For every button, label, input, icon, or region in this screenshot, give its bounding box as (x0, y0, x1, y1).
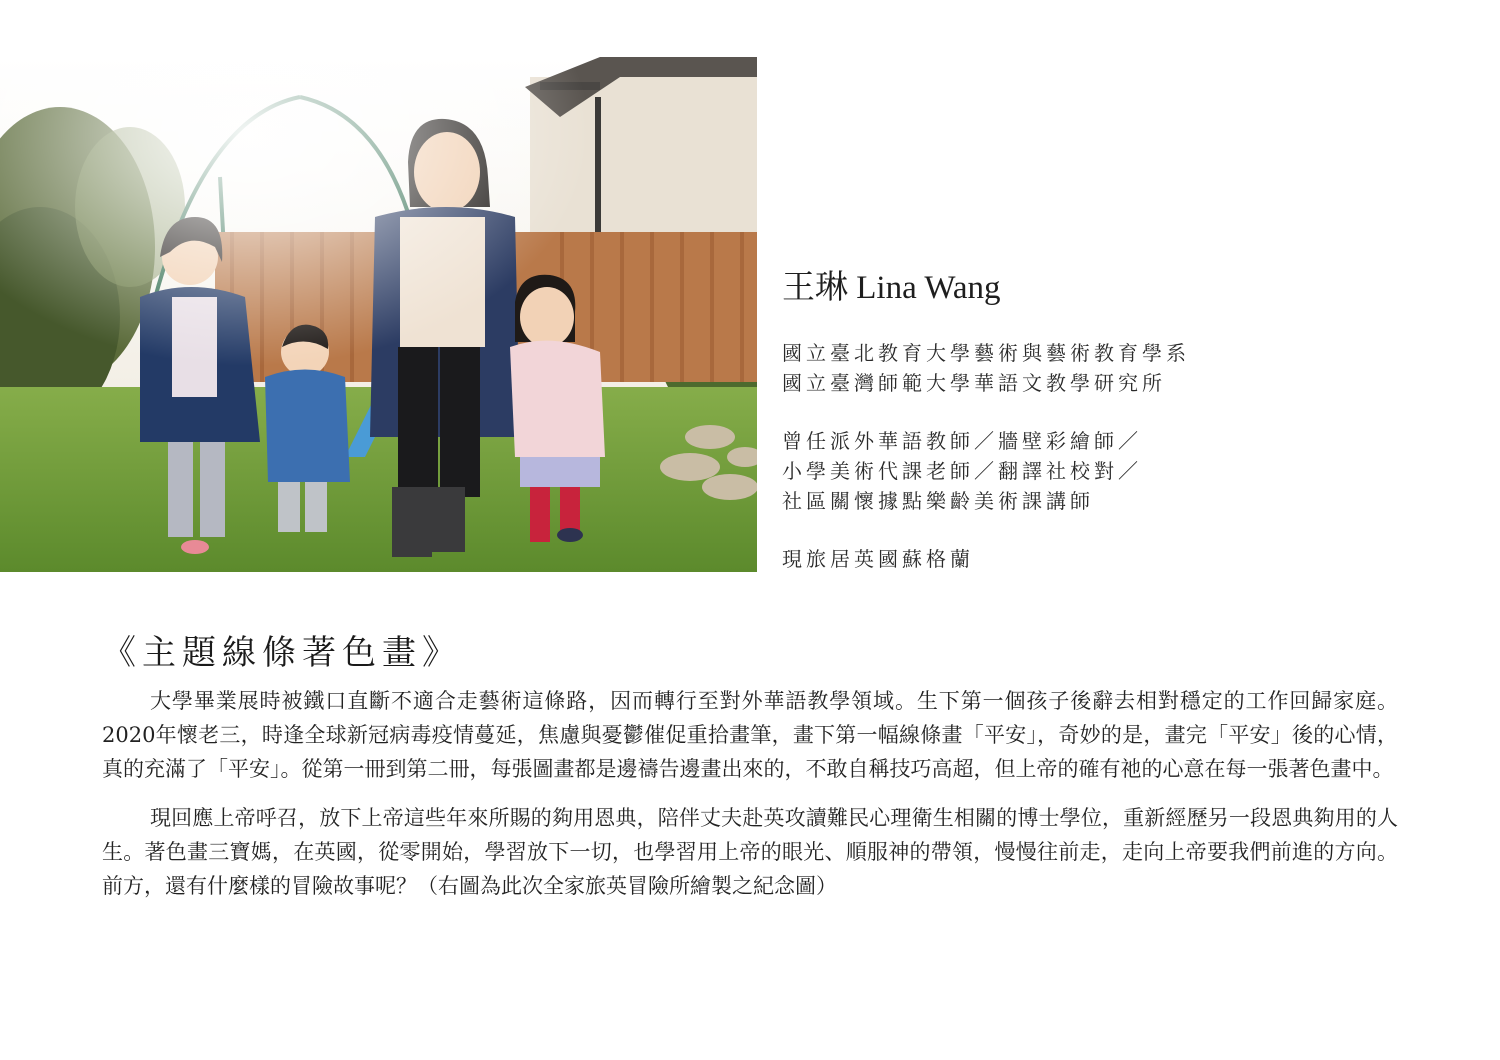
education-item: 國立臺灣師範大學華語文教學研究所 (782, 371, 1166, 395)
education-list (782, 338, 1482, 398)
family-photo (0, 57, 757, 572)
experience-list (782, 426, 1482, 516)
article-title: 《主題線條著色畫》 (102, 633, 462, 673)
author-name: 王琳 Lina Wang (782, 270, 1001, 306)
experience-item: 小學美術代課老師／翻譯社校對／ (782, 459, 1142, 483)
article-body (102, 684, 1398, 918)
education-item: 國立臺北教育大學藝術與藝術教育學系 (782, 341, 1190, 365)
article-paragraph: 現回應上帝呼召，放下上帝這些年來所賜的夠用恩典，陪伴丈夫赴英攻讀難民心理衛生相關的博士學位，重新經歷另一段恩典夠用的人生。著色畫三寶媽，在英國，從零開始，學習放下一切，也學習用上帝的眼光、順服神的帶領，慢慢往前走，走向上帝要我們前進的方向。前方，還有什麼樣的冒險故事呢？（右圖為此次全家旅英冒險所繪製之紀念圖） (102, 806, 1398, 898)
article-paragraph: 大學畢業展時被鐵口直斷不適合走藝術這條路，因而轉行至對外華語教學領域。生下第一個孩子後辭去相對穩定的工作回歸家庭。2020年懷老三，時逢全球新冠病毒疫情蔓延，焦慮與憂鬱催促重拾畫筆，畫下第一幅線條畫「平安」，奇妙的是，畫完「平安」後的心情，真的充滿了「平安」。從第一冊到第二冊，每張圖畫都是邊禱告邊畫出來的，不敢自稱技巧高超，但上帝的確有祂的心意在每一張著色畫中。 (102, 689, 1398, 781)
residence-text: 現旅居英國蘇格蘭 (782, 547, 974, 571)
experience-item: 曾任派外華語教師／牆壁彩繪師／ (782, 429, 1142, 453)
experience-item: 社區關懷據點樂齡美術課講師 (782, 489, 1094, 513)
residence (782, 544, 1482, 574)
author-bio (782, 268, 1482, 602)
